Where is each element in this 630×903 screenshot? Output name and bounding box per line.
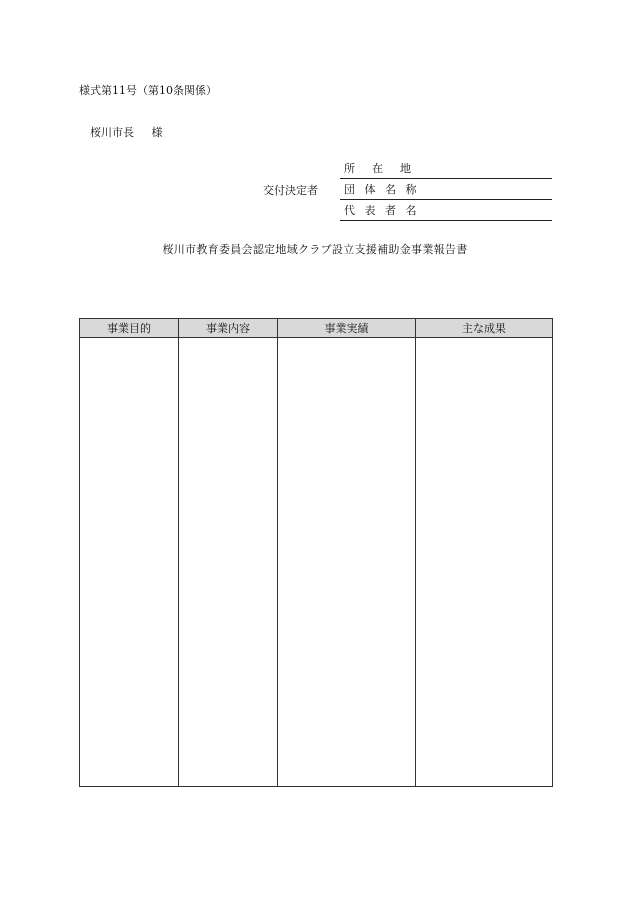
table-header-row <box>80 319 553 338</box>
recipient-fields <box>340 160 552 223</box>
addressee-name: 桜川市長 <box>90 126 134 139</box>
addressee-honorific: 様 <box>151 126 163 139</box>
header-results: 事業実績 <box>278 319 416 338</box>
recipient-label: 交付決定者 <box>263 184 318 197</box>
addressee <box>90 124 163 140</box>
header-outcomes: 主な成果 <box>416 319 553 338</box>
representative-name-field[interactable] <box>340 202 552 221</box>
address-label: 所 在 地 <box>344 162 414 175</box>
content-cell[interactable] <box>179 338 278 787</box>
address-field[interactable] <box>340 160 552 179</box>
outcomes-cell[interactable] <box>416 338 553 787</box>
representative-name-label: 代 表 者 名 <box>344 204 420 217</box>
form-number: 様式第11号（第10条関係） <box>79 84 217 97</box>
header-purpose: 事業目的 <box>80 319 179 338</box>
table-row <box>80 338 553 787</box>
organization-name-field[interactable] <box>340 181 552 200</box>
document-title: 桜川市教育委員会認定地域クラブ設立支援補助金事業報告書 <box>162 243 468 256</box>
results-cell[interactable] <box>278 338 416 787</box>
report-table <box>79 318 553 787</box>
header-content: 事業内容 <box>179 319 278 338</box>
organization-name-label: 団 体 名 称 <box>344 183 420 196</box>
purpose-cell[interactable] <box>80 338 179 787</box>
